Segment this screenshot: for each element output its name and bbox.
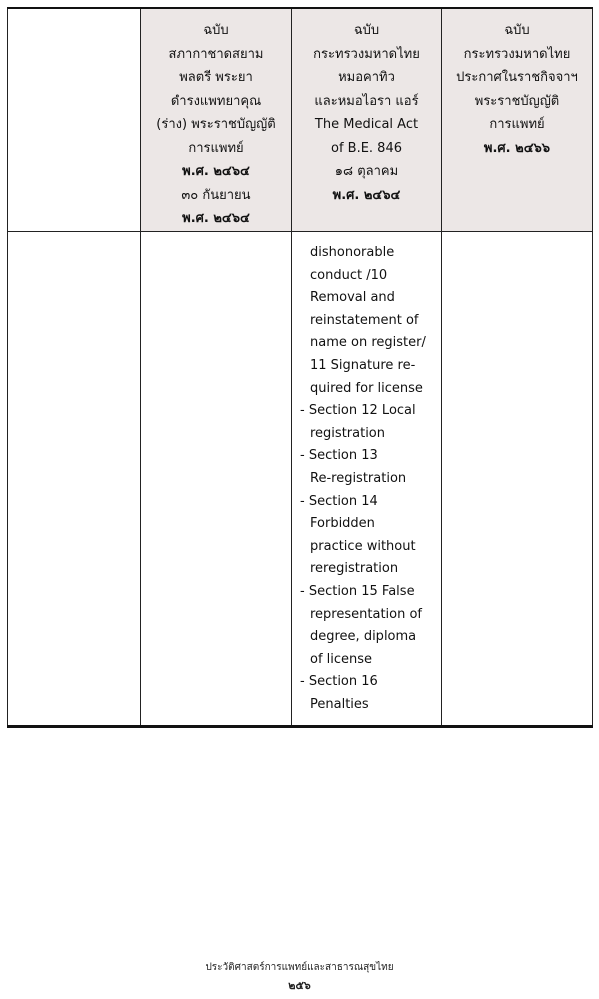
- body-line: - Section 14: [300, 493, 378, 509]
- body-line: practice without: [310, 538, 416, 554]
- body-line: - Section 15 False: [300, 583, 415, 599]
- header-line: ประกาศในราชกิจจาฯ: [456, 70, 578, 85]
- footer-book-title: ประวัติศาสตร์การแพทย์และสาธารณสุขไทย: [205, 962, 394, 973]
- body-line: 11 Signature re-: [310, 357, 416, 373]
- header-line: กระทรวงมหาดไทย: [463, 46, 571, 62]
- table-header-row: [8, 8, 593, 232]
- body-line: name on register/: [310, 335, 426, 351]
- header-line: พ.ศ. ๒๔๖๔: [182, 164, 250, 179]
- body-line: representation of: [310, 606, 423, 622]
- body-line: Re-registration: [310, 470, 407, 486]
- body-line: registration: [310, 425, 386, 441]
- body-cell-4: [442, 232, 593, 727]
- header-line: การแพทย์: [489, 117, 545, 132]
- body-line: Penalties: [310, 696, 369, 712]
- body-line: Removal and: [310, 290, 395, 306]
- table-body-row: [8, 232, 593, 727]
- header-line: หมอคาทิว: [338, 70, 395, 85]
- body-line: - Section 12 Local: [300, 403, 416, 419]
- header-line: of B.E. 846: [330, 140, 402, 156]
- comparison-table: [7, 7, 593, 728]
- header-line: (ร่าง) พระราชบัญญัติ: [156, 117, 276, 132]
- header-cell-1: [8, 8, 141, 232]
- body-line: - Section 16: [300, 674, 378, 690]
- body-line: of license: [310, 651, 373, 667]
- header-line: พ.ศ. ๒๔๖๔: [332, 187, 401, 203]
- header-line: พ.ศ. ๒๔๖๔: [182, 211, 250, 226]
- header-cell-red-cross-draft: [141, 8, 292, 232]
- header-line: พลตรี พระยา: [179, 70, 253, 85]
- header-line: และหมอไอรา แอร์: [314, 93, 419, 109]
- header-line: พระราชบัญญัติ: [474, 93, 560, 109]
- header-line: The Medical Act: [314, 117, 419, 132]
- header-line: ฉบับ: [353, 23, 380, 38]
- header-cell-interior-medical-act: [292, 8, 442, 232]
- header-line: กระทรวงมหาดไทย: [313, 46, 420, 62]
- page-number: ๒๕๖: [288, 979, 311, 992]
- header-line: พ.ศ. ๒๔๖๖: [483, 140, 551, 156]
- body-line: reinstatement of: [310, 312, 419, 328]
- header-line: ฉบับ: [504, 23, 530, 38]
- header-line: ดำรงแพทยาคุณ: [170, 93, 262, 109]
- body-line: reregistration: [310, 561, 399, 577]
- header-line: ฉบับ: [203, 23, 229, 38]
- body-cell-1: [8, 232, 141, 727]
- body-line: dishonorable: [310, 245, 395, 260]
- body-line: conduct /10: [310, 267, 388, 283]
- body-cell-2: [141, 232, 292, 727]
- body-line: Forbidden: [310, 516, 375, 532]
- body-line: degree, diploma: [310, 629, 417, 645]
- body-line: quired for license: [310, 380, 423, 396]
- body-cell-3: [292, 232, 442, 727]
- header-line: การแพทย์: [188, 140, 244, 156]
- header-line: ๓๐ กันยายน: [181, 187, 251, 203]
- header-line: ๑๘ ตุลาคม: [334, 164, 399, 179]
- header-line: สภากาชาดสยาม: [168, 46, 264, 62]
- header-cell-interior-gazette: [442, 8, 593, 232]
- body-line: - Section 13: [300, 448, 378, 464]
